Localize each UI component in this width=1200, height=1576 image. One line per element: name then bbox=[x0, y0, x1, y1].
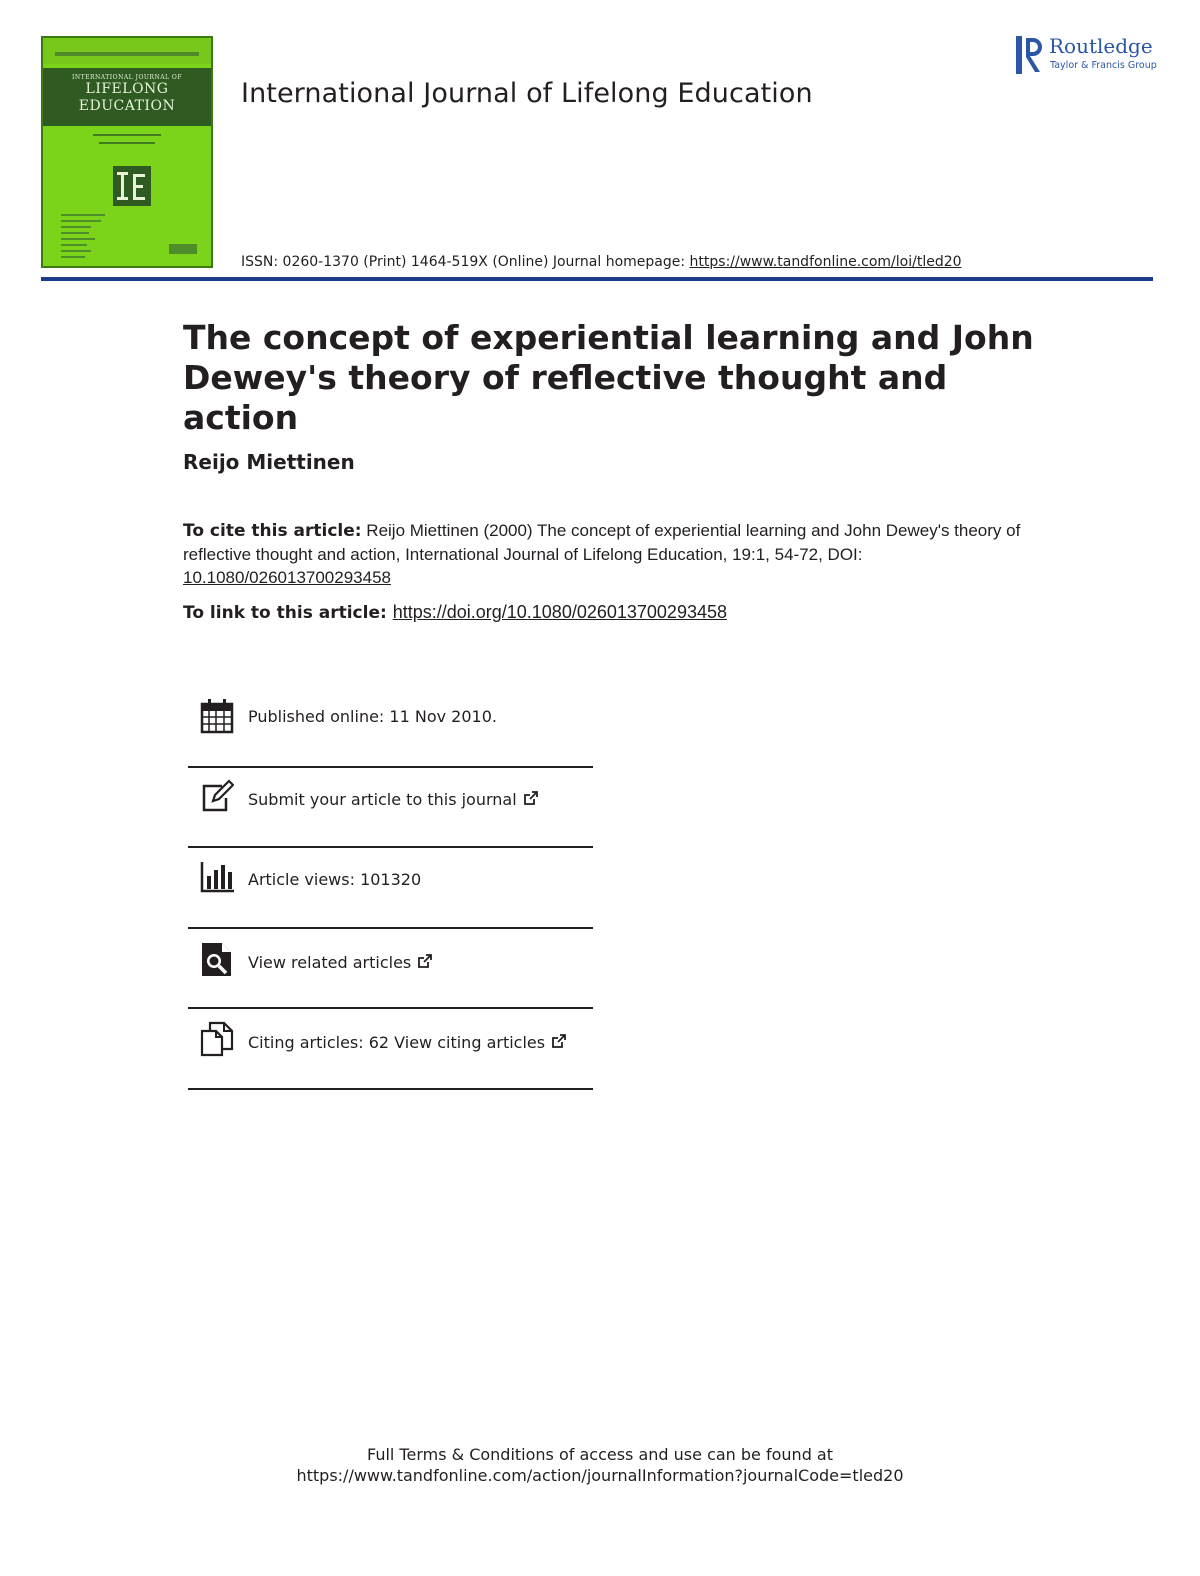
article-info-list bbox=[188, 690, 593, 1090]
issn-line bbox=[241, 254, 962, 270]
citing-row[interactable] bbox=[188, 1009, 593, 1088]
journal-cover-image bbox=[41, 36, 213, 268]
article-url-link[interactable]: https://doi.org/10.1080/026013700293458 bbox=[392, 602, 727, 622]
footer-terms-text: Full Terms & Conditions of access and use can be found at bbox=[366, 1445, 834, 1464]
cover-text-lines bbox=[61, 214, 111, 262]
views-row bbox=[188, 848, 593, 927]
citation-block bbox=[183, 519, 1043, 589]
submit-link[interactable] bbox=[248, 790, 539, 809]
article-link-line bbox=[183, 602, 727, 623]
issn-text: ISSN: 0260-1370 (Print) 1464-519X (Online) Journal homepage: bbox=[241, 254, 690, 270]
journal-homepage-link[interactable]: https://www.tandfonline.com/loi/tled20 bbox=[689, 254, 962, 270]
external-link-icon bbox=[417, 953, 433, 969]
publisher-name: Routledge bbox=[1049, 34, 1153, 58]
document-search-icon bbox=[200, 941, 234, 977]
cover-top-band bbox=[43, 38, 211, 64]
related-text: View related articles bbox=[248, 953, 412, 972]
edit-icon bbox=[200, 778, 234, 814]
published-row bbox=[188, 690, 593, 766]
footer bbox=[0, 1444, 1200, 1486]
cover-title-line1: LIFELONG bbox=[85, 81, 169, 97]
header-divider bbox=[41, 277, 1153, 281]
related-link[interactable] bbox=[248, 953, 433, 972]
citing-documents-icon bbox=[200, 1021, 234, 1057]
submit-row[interactable] bbox=[188, 768, 593, 846]
cover-title-band bbox=[43, 68, 211, 126]
routledge-r-icon bbox=[1016, 36, 1042, 74]
external-link-icon bbox=[551, 1033, 567, 1049]
article-title: The concept of experiential learning and John Dewey's theory of reflective thought and action bbox=[183, 318, 1034, 437]
cite-label: To cite this article: bbox=[183, 521, 362, 541]
info-divider bbox=[188, 1088, 593, 1090]
journal-title: International Journal of Lifelong Education bbox=[241, 78, 813, 109]
doi-link[interactable]: 10.1080/026013700293458 bbox=[183, 568, 391, 587]
article-author: Reijo Miettinen bbox=[183, 450, 355, 474]
cite-text: Reijo Miettinen (2000) The concept of experiential learning and John Dewey's theory of reflective thought and action, International Journal of Lifelong Education, 19:1, 54-72, DOI: bbox=[183, 521, 1021, 564]
publisher-group: Taylor & Francis Group bbox=[1050, 60, 1157, 71]
cover-title-line2: EDUCATION bbox=[78, 98, 176, 114]
views-text: Article views: 101320 bbox=[248, 870, 422, 889]
calendar-icon bbox=[200, 698, 234, 734]
citing-text: Citing articles: 62 View citing articles bbox=[248, 1033, 546, 1052]
routledge-logo bbox=[1016, 34, 1156, 74]
bar-chart-icon bbox=[200, 860, 234, 896]
cover-title-small: INTERNATIONAL JOURNAL OF bbox=[72, 74, 182, 81]
footer-terms-link[interactable]: https://www.tandfonline.com/action/journalInformation?journalCode=tled20 bbox=[296, 1466, 904, 1485]
cover-publisher-badge bbox=[169, 244, 197, 254]
published-text: Published online: 11 Nov 2010. bbox=[248, 707, 497, 726]
link-label: To link to this article: bbox=[183, 603, 393, 623]
citing-link[interactable] bbox=[248, 1033, 567, 1052]
submit-text: Submit your article to this journal bbox=[248, 790, 517, 809]
external-link-icon bbox=[523, 790, 539, 806]
related-row[interactable] bbox=[188, 929, 593, 1007]
cover-logo bbox=[113, 166, 151, 206]
